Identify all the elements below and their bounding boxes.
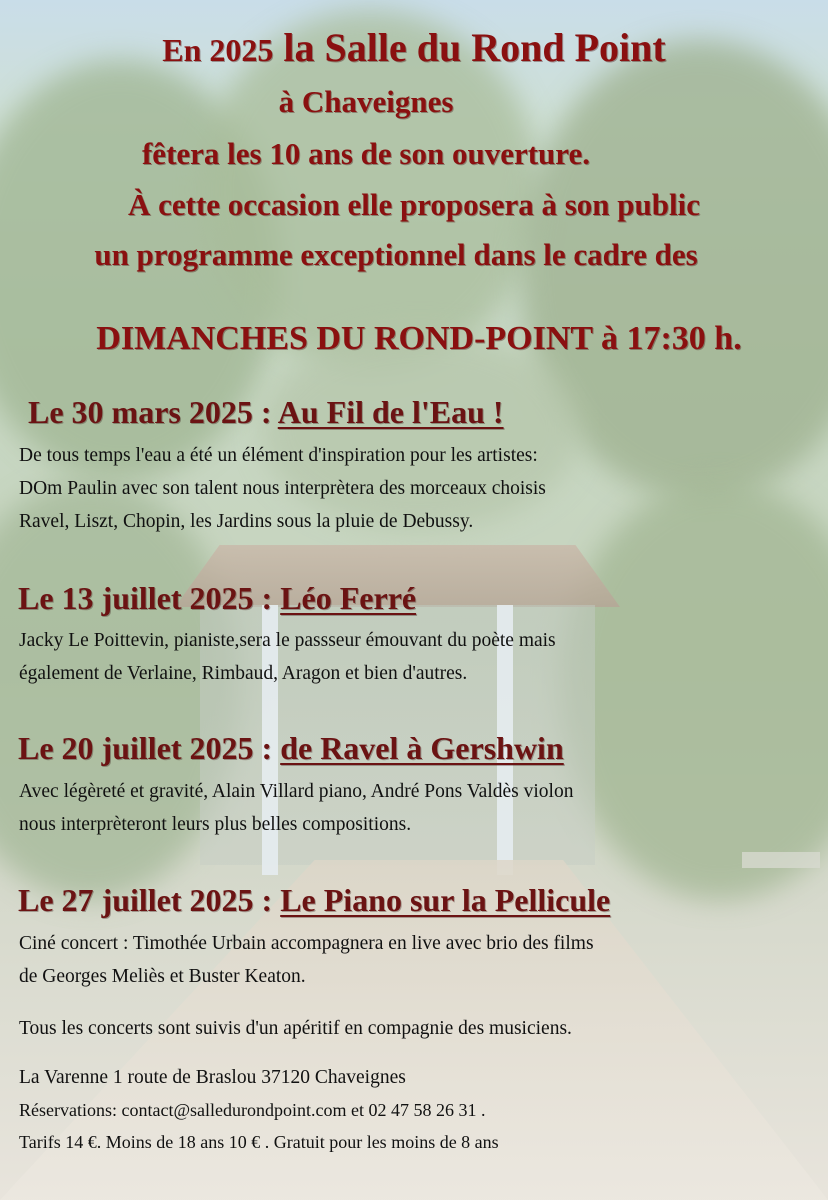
event-description-line: nous interprèteront leurs plus belles compositions. <box>19 814 412 835</box>
event-title: de Ravel à Gershwin <box>280 730 564 766</box>
event-heading <box>18 882 610 919</box>
headline-line-3: fêtera les 10 ans de son ouverture. <box>141 136 590 171</box>
headline-line-2: à Chaveignes <box>278 84 454 119</box>
event-heading <box>18 730 564 767</box>
tarifs: Tarifs 14 €. Moins de 18 ans 10 € . Gratuit pour les moins de 8 ans <box>19 1132 499 1152</box>
event-description-line: Avec légèreté et gravité, Alain Villard piano, André Pons Valdès violon <box>19 781 574 802</box>
event-description-line: Ravel, Liszt, Chopin, les Jardins sous la pluie de Debussy. <box>19 511 474 532</box>
event-description-line: Ciné concert : Timothée Urbain accompagnera en live avec brio des films <box>19 933 594 954</box>
aperitif-note: Tous les concerts sont suivis d'un apéritif en compagnie des musiciens. <box>19 1018 572 1039</box>
event-date: Le 27 juillet 2025 : <box>18 882 273 918</box>
reservations: Réservations: contact@salledurondpoint.com et 02 47 58 26 31 . <box>19 1100 486 1120</box>
event-title: Léo Ferré <box>280 580 417 616</box>
event-description-line: De tous temps l'eau a été un élément d'inspiration pour les artistes: <box>19 445 538 466</box>
event-date: Le 20 juillet 2025 : <box>18 730 273 766</box>
event-title: Au Fil de l'Eau ! <box>277 394 504 430</box>
headline-line-1 <box>0 24 828 71</box>
headline-year: En 2025 <box>162 32 274 68</box>
event-description-line: également de Verlaine, Rimbaud, Aragon et bien d'autres. <box>19 663 468 684</box>
event-heading <box>18 580 416 617</box>
event-title: Le Piano sur la Pellicule <box>280 882 611 918</box>
series-title: DIMANCHES DU ROND-POINT à 17:30 h. <box>96 320 742 357</box>
event-description-line: de Georges Meliès et Buster Keaton. <box>19 966 306 987</box>
headline-line-4: À cette occasion elle proposera à son public <box>127 187 701 222</box>
event-description-line: DOm Paulin avec son talent nous interprètera des morceaux choisis <box>19 478 546 499</box>
venue-name: la Salle du Rond Point <box>283 25 666 70</box>
event-date: Le 30 mars 2025 : <box>28 394 272 430</box>
event-date: Le 13 juillet 2025 : <box>18 580 273 616</box>
event-heading <box>28 394 504 431</box>
headline-line-5: un programme exceptionnel dans le cadre des <box>94 237 698 272</box>
address: La Varenne 1 route de Braslou 37120 Chaveignes <box>19 1067 406 1088</box>
event-description-line: Jacky Le Poittevin, pianiste,sera le passseur émouvant du poète mais <box>19 630 556 651</box>
